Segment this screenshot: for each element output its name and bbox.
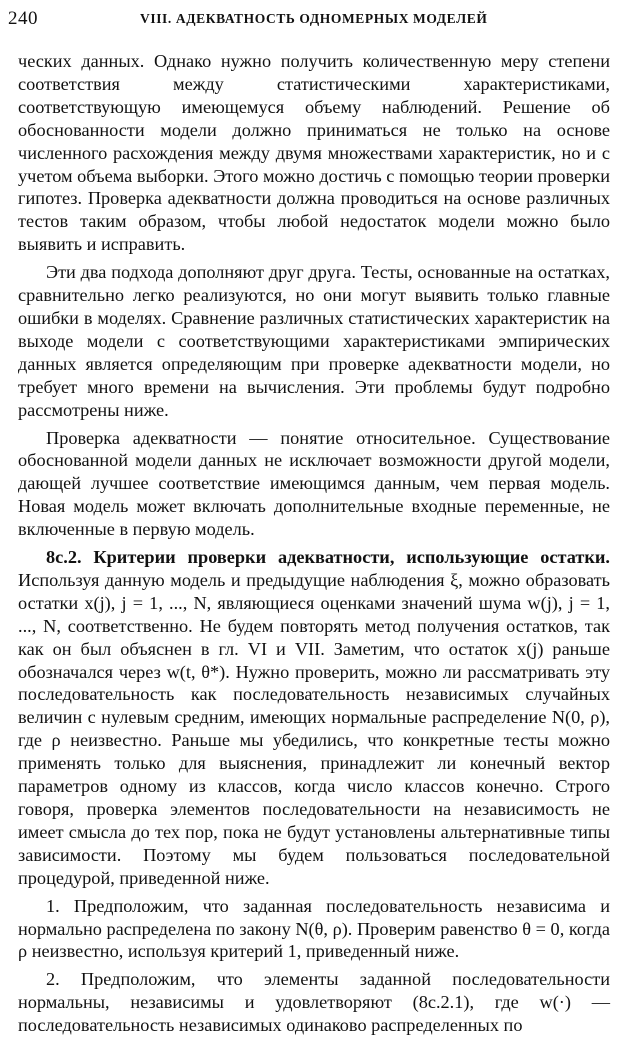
page-header bbox=[0, 8, 628, 34]
section-title: 8с.2. Критерии проверки адекватности, использующие остатки. bbox=[46, 547, 610, 568]
paragraph: Эти два подхода дополняют друг друга. Тесты, основанные на остатках, сравнительно легко реализуются, но они могут выявить только главные ошибки в моделях. Сравнение различных статистических характеристик на выходе модели с соответствующими характеристиками эмпирических данных является определяющим при проверке адекватности модели, но требует много времени на вычисления. Эти проблемы будут подробно рассмотрены ниже. bbox=[18, 262, 610, 420]
list-item: 1. Предположим, что заданная последовательность независима и нормально распределена по закону N(θ, ρ). Проверим равенство θ = 0, когда ρ неизвестно, используя критерий 1, приведенный ниже. bbox=[18, 895, 610, 962]
page-body bbox=[18, 50, 610, 1037]
section-text: Используя данную модель и предыдущие наблюдения ξ, можно образовать остатки x(j), j = 1, ..., N, являющиеся оценками значений шума w(j), j = 1, ..., N, соответственно. Не будем повторять метод получения остатков, так как он был объяснен в гл. VI и VII. Заметим, что остаток x(j) раньше обозначался через w(t, θ*). Нужно проверить, можно ли рассматривать эту последовательность как последовательность независимых случайных величин с нулевым средним, имеющих нормальные распределение N(0, ρ), где ρ неизвестно. Раньше мы убедились, что конкретные тесты можно применять только для выяснения, принадлежит ли конечный вектор параметров одному из классов, когда число классов конечно. Строго говоря, проверка элементов последовательности на независимость не имеет смысла до тех пор, пока не будут установлены альтернативные типы зависимости. Поэтому мы будем пользоваться последовательной процедурой, приведенной ниже. bbox=[18, 569, 610, 888]
page-number: 240 bbox=[8, 8, 38, 29]
paragraph-continuation: ческих данных. Однако нужно получить количественную меру степени соответствия между статистическими характеристиками, соответствующую имеющемуся объему наблюдений. Решение об обоснованности модели должно приниматься не только на основе численного расхождения между двумя множествами характеристик, но и с учетом объема выборки. Этого можно достичь с помощью теории проверки гипотез. Проверка адекватности должна проводиться на основе различных тестов таким образом, чтобы любой недостаток модели можно было выявить и исправить. bbox=[18, 51, 610, 255]
section-paragraph bbox=[18, 546, 610, 890]
running-title: VIII. АДЕКВАТНОСТЬ ОДНОМЕРНЫХ МОДЕЛЕЙ bbox=[140, 11, 488, 26]
list-item: 2. Предположим, что элементы заданной последовательности нормальны, независимы и удовлетворяют (8с.2.1), где w(·) — последовательность независимых одинаково распределенных по bbox=[18, 969, 610, 1036]
paragraph: Проверка адекватности — понятие относительное. Существование обоснованной модели данных не исключает возможности другой модели, дающей лучшее соответствие имеющимся данным, чем первая модель. Новая модель может включать дополнительные входные переменные, не включенные в первую модель. bbox=[18, 427, 610, 540]
